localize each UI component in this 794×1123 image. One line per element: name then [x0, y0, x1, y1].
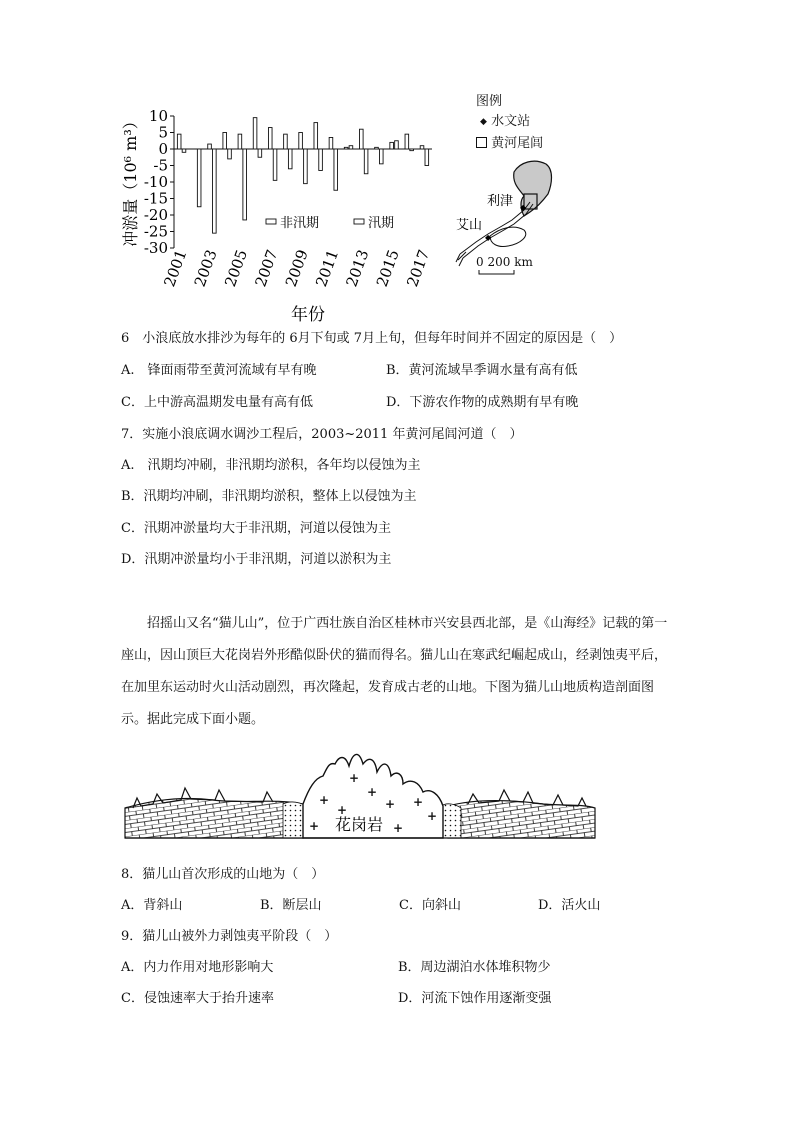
y-tick-label: -15 [143, 189, 168, 208]
sediment-bar-chart [110, 98, 450, 328]
x-tick-label: 2001 [160, 247, 191, 290]
svg-text:+: + [413, 795, 424, 809]
bar-flood-2004 [228, 149, 232, 159]
question-6-option-c[interactable]: C．上中游高温期发电量有高有低 [121, 395, 313, 410]
svg-text:+: + [319, 793, 330, 807]
geologic-profile-diagram [123, 748, 598, 844]
bar-flood-2008 [288, 149, 292, 169]
passage-maoershan: 招摇山又名“猫儿山”，位于广西壮族自治区桂林市兴安县西北部，是《山海经》记载的第一座山，因山顶巨大花岗岩外形酷似卧伏的猫而得名。猫儿山在寒武纪崛起成山，经剥蚀夷平后，在加里东运动时火山活动剧烈，再次隆起，发育成古老的山地。下图为猫儿山地质构造剖面图示。据此完成下面小题。 [121, 616, 668, 727]
bar-flood-2006 [258, 149, 262, 157]
bar-non-flood-2004 [223, 133, 227, 150]
bar-flood-2010 [319, 149, 323, 170]
bar-flood-2001 [182, 149, 186, 152]
bar-flood-2003 [213, 149, 217, 233]
svg-text:+: + [367, 785, 378, 799]
x-axis-title: 年份 [291, 305, 325, 325]
bar-flood-2005 [243, 149, 247, 220]
question-7-option-b[interactable]: B．汛期均冲刷，非汛期均淤积，整体上以侵蚀为主 [121, 489, 417, 504]
x-tick-label: 2003 [190, 247, 221, 290]
bar-non-flood-2005 [238, 134, 242, 149]
y-tick-label: 10 [148, 107, 168, 125]
square-icon [476, 137, 487, 148]
legend-title: 图例 [476, 94, 503, 109]
bar-flood-2013 [364, 149, 368, 174]
place-lijin: 利津 [487, 194, 514, 209]
y-tick-label: 5 [158, 123, 168, 142]
granite-label: 花岗岩 [335, 815, 384, 834]
x-tick-label: 2011 [312, 247, 343, 290]
question-6-option-d[interactable]: D．下游农作物的成熟期有早有晚 [386, 395, 579, 410]
bar-flood-2017 [425, 149, 429, 166]
bar-non-flood-2010 [314, 123, 318, 149]
question-8-option-c[interactable]: C．向斜山 [399, 898, 461, 913]
station-lijin-icon: ◆ [520, 203, 527, 212]
question-6-option-b[interactable]: B．黄河流域旱季调水量有高有低 [386, 363, 578, 378]
bar-flood-2002 [197, 149, 201, 207]
question-6-stem: 6 小浪底放水排沙为每年的 6月下旬或 7月上旬，但每年时间并不固定的原因是（ ） [121, 331, 623, 346]
legend-label-flood: 汛期 [368, 216, 395, 231]
question-9-option-b[interactable]: B．周边湖泊水体堆积物少 [398, 960, 551, 975]
y-tick-label: -20 [143, 206, 168, 224]
x-tick-label: 2013 [342, 247, 373, 290]
place-aishan: 艾山 [456, 218, 483, 233]
bar-flood-2015 [395, 141, 399, 149]
question-7-option-d[interactable]: D．汛期冲淤量均小于非汛期，河道以淤积为主 [121, 552, 392, 567]
bar-flood-2014 [379, 149, 383, 164]
svg-text:+: + [349, 771, 360, 785]
bar-non-flood-2013 [360, 129, 364, 149]
bar-non-flood-2007 [268, 128, 272, 149]
question-8-option-b[interactable]: B．断层山 [260, 898, 322, 913]
scale-bar [479, 270, 514, 274]
legend-item-label: 黄河尾闾 [491, 136, 544, 151]
bar-flood-2016 [410, 149, 414, 151]
svg-text:+: + [309, 819, 320, 833]
y-tick-label: -5 [153, 156, 168, 175]
bar-non-flood-2014 [375, 147, 379, 149]
question-7-stem: 7．实施小浪底调水调沙工程后，2003~2011 年黄河尾闾河道（ ） [121, 427, 523, 442]
svg-text:+: + [385, 797, 396, 811]
question-9-option-d[interactable]: D．河流下蚀作用逐渐变强 [398, 991, 552, 1006]
bar-flood-2012 [349, 146, 353, 149]
bar-flood-2009 [304, 149, 308, 184]
y-axis-title: 冲淤量（10⁶ m³） [121, 113, 140, 247]
x-tick-label: 2005 [221, 247, 252, 290]
legend-label-non-flood: 非汛期 [280, 216, 320, 231]
bar-non-flood-2009 [299, 133, 303, 150]
map-legend [476, 93, 566, 155]
question-9-option-c[interactable]: C．侵蚀速率大于抬升速率 [121, 991, 274, 1006]
question-6-option-a[interactable]: A. 锋面雨带至黄河流域有早有晚 [121, 363, 317, 378]
bar-flood-2007 [273, 149, 277, 180]
question-8-option-a[interactable]: A．背斜山 [121, 898, 183, 913]
y-tick-label: -10 [143, 173, 168, 191]
question-9-option-a[interactable]: A．内力作用对地形影响大 [121, 960, 274, 975]
station-aishan-icon: ◆ [485, 233, 492, 242]
question-7-option-c[interactable]: C．汛期冲淤量均大于非汛期，河道以侵蚀为主 [121, 521, 391, 536]
bar-non-flood-2003 [208, 144, 212, 149]
bar-non-flood-2001 [177, 134, 181, 149]
question-8-option-d[interactable]: D．活火山 [538, 898, 601, 913]
question-7-option-a[interactable]: A. 汛期均冲刷，非汛期均淤积，各年均以侵蚀为主 [121, 458, 421, 473]
bar-non-flood-2008 [284, 134, 288, 149]
bar-non-flood-2006 [253, 118, 257, 149]
x-tick-label: 2007 [251, 247, 282, 290]
scale-label: 0 200 km [476, 255, 533, 269]
bar-flood-2011 [334, 149, 338, 190]
legend-item-station [480, 111, 566, 133]
diamond-icon: ◆ [480, 117, 487, 127]
svg-text:+: + [337, 803, 348, 817]
question-9-stem: 9．猫儿山被外力剥蚀夷平阶段（ ） [121, 929, 338, 944]
svg-text:+: + [427, 809, 438, 823]
bar-non-flood-2012 [344, 147, 348, 149]
legend-swatch-non-flood [266, 219, 276, 224]
legend-swatch-flood [354, 219, 364, 224]
legend-item-label: 水文站 [491, 114, 531, 129]
x-tick-label: 2015 [372, 247, 403, 290]
bar-non-flood-2016 [405, 134, 409, 149]
y-tick-label: -30 [143, 239, 168, 257]
right-contact-zone [441, 804, 461, 838]
y-tick-label: -25 [143, 222, 168, 241]
bar-non-flood-2011 [329, 137, 333, 149]
question-8-stem: 8．猫儿山首次形成的山地为（ ） [121, 867, 325, 882]
svg-text:+: + [393, 821, 404, 835]
y-tick-label: 0 [158, 140, 168, 158]
x-tick-label: 2009 [281, 247, 312, 290]
bar-non-flood-2015 [390, 142, 394, 149]
bar-non-flood-2017 [420, 146, 424, 149]
x-tick-label: 2017 [403, 247, 434, 290]
